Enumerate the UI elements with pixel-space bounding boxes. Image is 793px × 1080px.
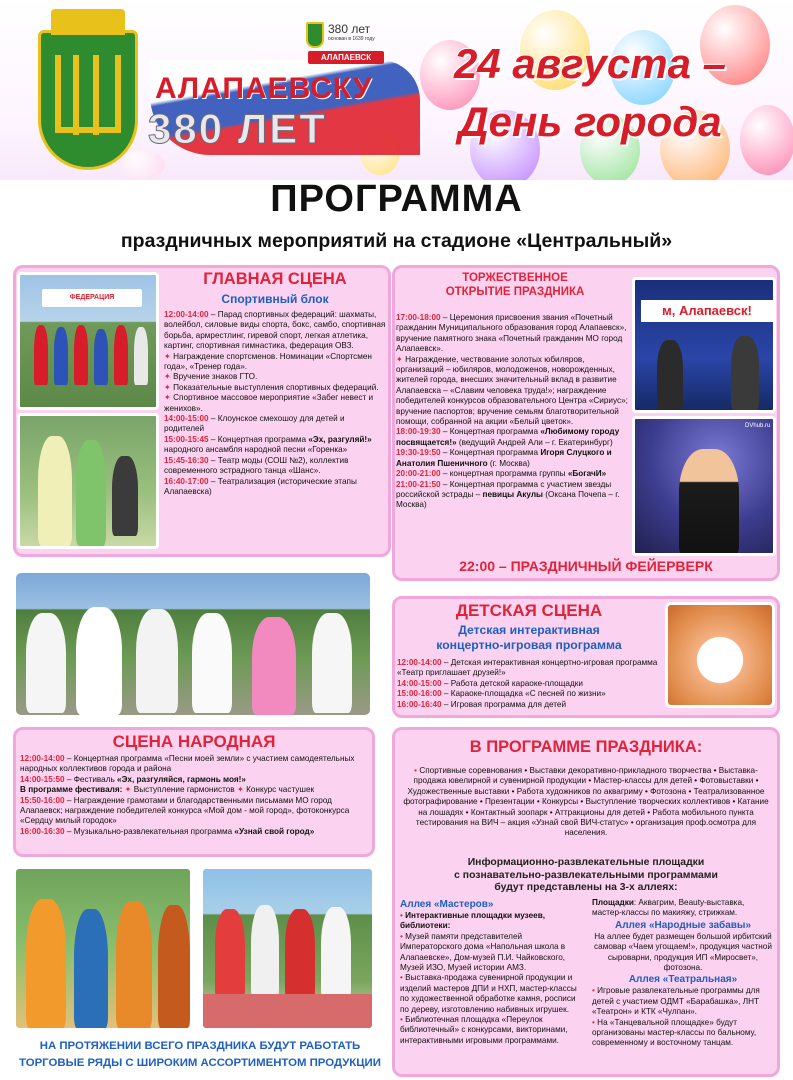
folk-stage-schedule: 12:00-14:00 – Концертная программа «Песни моей земли» с участием самодеятельных народных коллективов города и района 14:00-15:50 – Фестиваль «Эх, разгуляйся, гармонь моя!» В программе фестиваля: ✦ Выступление гармонистов ✦ Конкурс частушек 15:50-16:00 – Награждение грамотами и благодарственными письмами МО город Алапаевск; награждение победителей конкурса «Мой дом - мой город», фотоконкурса «Сердцу милый городок» 16:00-16:30 – Музыкально-развлекательная программа «Узнай свой город» bbox=[20, 754, 355, 836]
main-stage-schedule: 12:00-14:00 – Парад спортивных федераций: шахматы, волейбол, силовые виды спорта, бокс, самбо, спортивная борьба, армрестлинг, гиревой спорт, легкая атлетика, картинг, спортивная гимнастика, федерация ОВЗ. ✦ Награждение спортсменов. Номинации «Спортсмен года», «Тренер года». ✦ Вручение знаков ГТО. ✦ Показательные выступления спортивных федераций. ✦ Спортивное массовое мероприятие «Забег невест и женихов». 14:00-15:00 – Клоунское смехошоу для детей и родителей 15:00-15:45 – Концертная программа «Эх, разгуляй!» народного ансамбля народной песни «Горенка» 15:45-16:30 – Театр моды (СОШ №2), коллектив современного эстрадного танца «Шанс». 16:40-17:00 – Театрализация (исторические этапы Алапаевска) bbox=[164, 310, 386, 496]
athletes-photo bbox=[17, 272, 159, 410]
years-title: 380 ЛЕТ bbox=[148, 105, 327, 152]
bride-run-photo bbox=[13, 570, 373, 718]
in-program-title: В ПРОГРАММЕ ПРАЗДНИКА: bbox=[469, 738, 703, 756]
mini-coat-icon bbox=[306, 22, 324, 48]
kids-stage-schedule: 12:00-14:00 – Детская интерактивная концертно-игровая программа «Театр приглашает друзей!» 14:00-15:00 – Работа детской караоке-площадки 15:00-16:00 – Караоке-площадка «С песней по жизни» 16:00-16:40 – Игровая программа для детей bbox=[397, 658, 658, 709]
program-title: ПРОГРАММА bbox=[270, 178, 523, 220]
alleys-right: Площадки: Аквагрим, Beauty-выставка, мастер-классы по макияжу, стрижкам. Аллея «Народные забавы» На аллее будет размещен большой ирбитский самовар «Чаем угощаем!», продукция частной сыроварни, продукция ИП «Миросвет», фотозона. Аллея «Театральная» • Игровые развлекательные программы для детей с участием ОДМТ «Барабашка», ЛНТ «Театрон» и КТК «Чулпан». • На «Танцевальной площадке» будут организованы мастер-классы по бальному, современному и восточному танцам. bbox=[592, 898, 772, 1048]
logo-years: 380 лет bbox=[328, 22, 371, 36]
folk-fair-photo bbox=[200, 866, 375, 1031]
folk-costume-photo bbox=[13, 866, 193, 1031]
kids-stage-subtitle-1: Детская интерактивная bbox=[458, 623, 600, 637]
logo-name: АЛАПАЕВСК bbox=[308, 51, 384, 64]
opening-title-2: ОТКРЫТИЕ ПРАЗДНИКА bbox=[445, 286, 585, 298]
face-paint-photo bbox=[665, 602, 775, 708]
in-program-items: • Спортивные соревнования • Выставки декоративно-прикладного творчества • Выставка-продажа ювелирной и сувенирной продукции • Мастер-классы для детей • Фотовыставки • Художественные выставки • Работа художников по аквагриму • Фотозона • Театрализованное фотографирование • Презентации • Конкурсы • Выступление творческих коллективов • Катание на лошадях • Контактный зоопарк • Аттракционы для детей • Работа мобильного пункта тестирования на ВИЧ – акция «Узнай свой ВИЧ-статус» • организация проф.осмотра для населения. bbox=[403, 766, 769, 838]
anniversary-logo bbox=[306, 18, 386, 64]
folk-stage-title: СЦЕНА НАРОДНАЯ bbox=[112, 732, 276, 751]
singer-photo bbox=[632, 416, 776, 556]
city-title: АЛАПАЕВСКУ bbox=[155, 72, 373, 105]
date-heading: 24 августа – bbox=[454, 40, 726, 87]
opening-title-1: ТОРЖЕСТВЕННОЕ bbox=[462, 272, 568, 284]
kids-stage-subtitle-2: концертно-игровая программа bbox=[436, 638, 622, 652]
bottom-note: НА ПРОТЯЖЕНИИ ВСЕГО ПРАЗДНИКА БУДУТ РАБОТАТЬ ТОРГОВЫЕ РЯДЫ С ШИРОКИМ АССОРТИМЕНТОМ ПРОДУКЦИИ bbox=[19, 1040, 381, 1069]
kids-stage-title: ДЕТСКАЯ СЦЕНА bbox=[455, 601, 603, 620]
alley-masters: Аллея «Мастеров» • Интерактивные площадки музеев, библиотеки: • Музей памяти представителей Императорского дома «Напольная школа в Алапаевске», Дом-музей П.И. Чайковского, Музей ИЗО, Музей истории АМЗ. • Выставка-продажа сувенирной продукции и изделий мастеров ДПИ и НХП, мастер-классы по художественной обработке камня, росписи по дереву, изготовлению набивных игрушек. • Библиотечная площадка «Переулок библиотечный» с конкурсами, викторинами, интерактивными игровыми программами. bbox=[400, 899, 577, 1045]
time-label: 12:00-14:00 bbox=[164, 310, 209, 319]
info-heading: Информационно-развлекательные площадки с познавательно-развлекательными программами будут представлены на 3-х аллеях: bbox=[454, 857, 718, 894]
main-stage-title: ГЛАВНАЯ СЦЕНА bbox=[203, 270, 347, 288]
brides-photo bbox=[17, 413, 159, 549]
photo-watermark: DVhub.ru bbox=[745, 423, 771, 429]
opening-schedule: 17:00-18:00 – Церемония присвоения звания «Почетный гражданин Муниципального образования город Алапаевск», вручение памятного знака «Почетный гражданин МО город Алапаевск». ✦ Награждение, чествование золотых юбиляров, организаций – юбиляров, молодоженов, новорожденных, жителей города, внесших значительный вклад в развитие Алапаевска – «Славим человека труда!»; награждение победителей конкурсов образовательного Центра «Сириус»; вручение паспортов; вручение семьям благотворительной помощи, собранной на акции «Белый цветок». 18:00-19:30 – Концертная программа «Любимому городу посвящается!» (ведущий Андрей Али – г. Екатеринбург) 19:30-19:50 – Концертная программа Игоря Слуцкого и Анатолия Пшеничного (г. Москва) 20:00-21:00 – концертная программа группы «БогачИ» 21:00-21:50 – Концертная программа с участием звезды российской эстрады – певицы Акулы (Оксана Почепа – г. Москва) bbox=[396, 313, 628, 510]
stage-hosts-photo bbox=[632, 277, 776, 413]
federation-banner: ФЕДЕРАЦИЯ bbox=[42, 289, 142, 307]
coat-of-arms-icon bbox=[38, 30, 138, 170]
program-subtitle: праздничных мероприятий на стадионе «Центральный» bbox=[120, 230, 673, 252]
firework-line: 22:00 – ПРАЗДНИЧНЫЙ ФЕЙЕРВЕРК bbox=[459, 558, 713, 574]
main-stage-subtitle: Спортивный блок bbox=[221, 292, 329, 306]
logo-subtitle: основан в 1639 году bbox=[328, 36, 375, 42]
stage-banner: м, Алапаевск! bbox=[641, 300, 773, 322]
day-heading: День города bbox=[458, 98, 722, 145]
